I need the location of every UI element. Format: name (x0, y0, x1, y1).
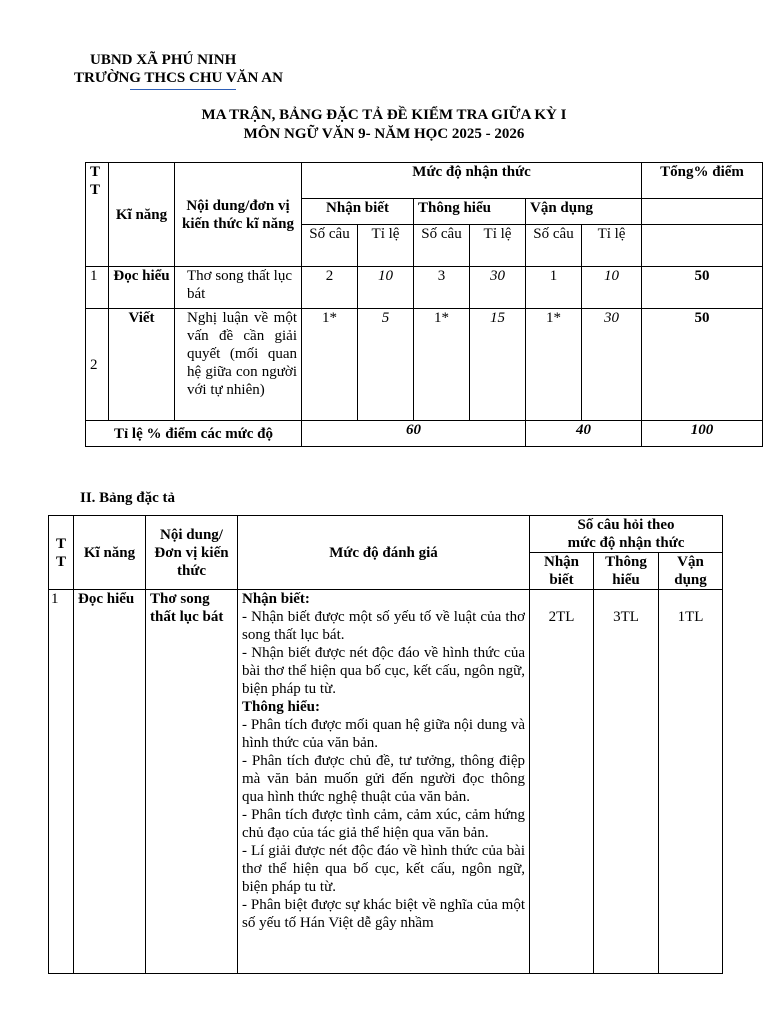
spec-nb-item: - Nhận biết được một số yếu tố về luật của thơ song thất lục bát. (242, 609, 525, 643)
matrix-row2-skill: Viết (109, 309, 175, 421)
matrix-row2-vd-count: 1* (526, 309, 582, 421)
header-underline (130, 89, 236, 90)
matrix-h-skill: Kĩ năng (109, 163, 175, 267)
matrix-h-tt: T T (86, 163, 109, 267)
spec-h-nb: Nhận biết (530, 553, 594, 590)
matrix-row1-skill: Đọc hiểu (109, 267, 175, 309)
spec-row-eval (238, 590, 530, 974)
section-title: II. Bảng đặc tả (80, 490, 176, 506)
spec-h-count-line2: mức độ nhận thức (567, 535, 685, 551)
spec-h-count-line1: Số câu hỏi theo (577, 517, 675, 533)
spec-row-content: Thơ song thất lục bát (146, 590, 238, 974)
matrix-row2-tt: 2 (86, 309, 109, 421)
matrix-h-socau: Số câu (302, 225, 358, 267)
matrix-footer-label: Tỉ lệ % điểm các mức độ (86, 421, 302, 447)
matrix-row1-tt: 1 (86, 267, 109, 309)
matrix-footer-total: 100 (642, 421, 763, 447)
spec-row-tt: 1 (49, 590, 74, 974)
spec-row-skill: Đọc hiểu (74, 590, 146, 974)
spec-th-item: - Phân tích được chủ đề, tư tưởng, thông điệp mà văn bản muốn gửi đến người đọc thông qua hình thức nghệ thuật của văn bản. (242, 753, 525, 805)
matrix-h-th: Thông hiểu (414, 199, 526, 225)
matrix-row2-th-rate: 15 (470, 309, 526, 421)
matrix-row2-content: Nghị luận về một vấn đề cần giải quyết (mối quan hệ giữa con người với tự nhiên) (175, 309, 302, 421)
school-authority: UBND XÃ PHÚ NINH (90, 52, 237, 68)
spec-h-tt: T T (49, 516, 74, 590)
matrix-row2-nb-count: 1* (302, 309, 358, 421)
spec-th-item: - Lí giải được nét độc đáo về hình thức của bài thơ thể hiện qua bố cục, kết cấu, ngôn ngữ, biện pháp tu từ. (242, 843, 525, 895)
matrix-row1-nb-count: 2 (302, 267, 358, 309)
spec-h-vd: Vận dụng (659, 553, 723, 590)
matrix-row1-th-count: 3 (414, 267, 470, 309)
matrix-h-socau: Số câu (414, 225, 470, 267)
matrix-h-empty-1 (642, 199, 763, 225)
spec-h-eval: Mức độ đánh giá (238, 516, 530, 590)
matrix-h-total: Tổng% điểm (642, 163, 763, 199)
matrix-row1-vd-rate: 10 (582, 267, 642, 309)
spec-th-item: - Phân tích được mối quan hệ giữa nội dung và hình thức của văn bản. (242, 717, 525, 751)
matrix-row2-th-count: 1* (414, 309, 470, 421)
matrix-row1-vd-count: 1 (526, 267, 582, 309)
matrix-h-level: Mức độ nhận thức (302, 163, 642, 199)
spec-h-count (530, 516, 723, 553)
spec-th-title: Thông hiểu: (242, 699, 320, 715)
matrix-h-tile: Tỉ lệ (582, 225, 642, 267)
spec-h-skill: Kĩ năng (74, 516, 146, 590)
matrix-row1-nb-rate: 10 (358, 267, 414, 309)
matrix-h-tile: Tỉ lệ (470, 225, 526, 267)
spec-h-content: Nội dung/ Đơn vị kiến thức (146, 516, 238, 590)
matrix-row1-content: Thơ song thất lục bát (175, 267, 302, 309)
spec-nb-item: - Nhận biết được nét độc đáo về hình thức của bài thơ thể hiện qua bố cục, kết cấu, ngôn ngữ, biện pháp tu từ. (242, 645, 525, 697)
matrix-row1-th-rate: 30 (470, 267, 526, 309)
matrix-row2-nb-rate: 5 (358, 309, 414, 421)
matrix-h-empty-2 (642, 225, 763, 267)
matrix-footer-recall-understand: 60 (302, 421, 526, 447)
matrix-h-tile: Tỉ lệ (358, 225, 414, 267)
spec-h-th: Thông hiểu (594, 553, 659, 590)
spec-nb-title: Nhận biết: (242, 591, 310, 607)
spec-row-th-count: 3TL (594, 590, 659, 974)
matrix-h-nb: Nhận biết (302, 199, 414, 225)
spec-table (48, 515, 723, 974)
matrix-row2-total: 50 (642, 309, 763, 421)
matrix-h-vd: Vận dụng (526, 199, 642, 225)
matrix-footer-apply: 40 (526, 421, 642, 447)
school-name: TRƯỜNG THCS CHU VĂN AN (74, 70, 283, 86)
doc-subtitle: MÔN NGỮ VĂN 9- NĂM HỌC 2025 - 2026 (243, 126, 525, 142)
matrix-table (85, 162, 763, 447)
spec-row-vd-count: 1TL (659, 590, 723, 974)
spec-th-item: - Phân tích được tình cảm, cảm xúc, cảm hứng chủ đạo của tác giả thể hiện qua văn bản. (242, 807, 525, 841)
matrix-h-socau: Số câu (526, 225, 582, 267)
matrix-h-content: Nội dung/đơn vị kiến thức kĩ năng (175, 163, 302, 267)
spec-row-nb-count: 2TL (530, 590, 594, 974)
matrix-row2-vd-rate: 30 (582, 309, 642, 421)
doc-title: MA TRẬN, BẢNG ĐẶC TẢ ĐỀ KIỂM TRA GIỮA KỲ I (201, 107, 567, 123)
spec-th-item: - Phân biệt được sự khác biệt về nghĩa của một số yếu tố Hán Việt dễ gây nhầm (242, 897, 525, 931)
matrix-row1-total: 50 (642, 267, 763, 309)
